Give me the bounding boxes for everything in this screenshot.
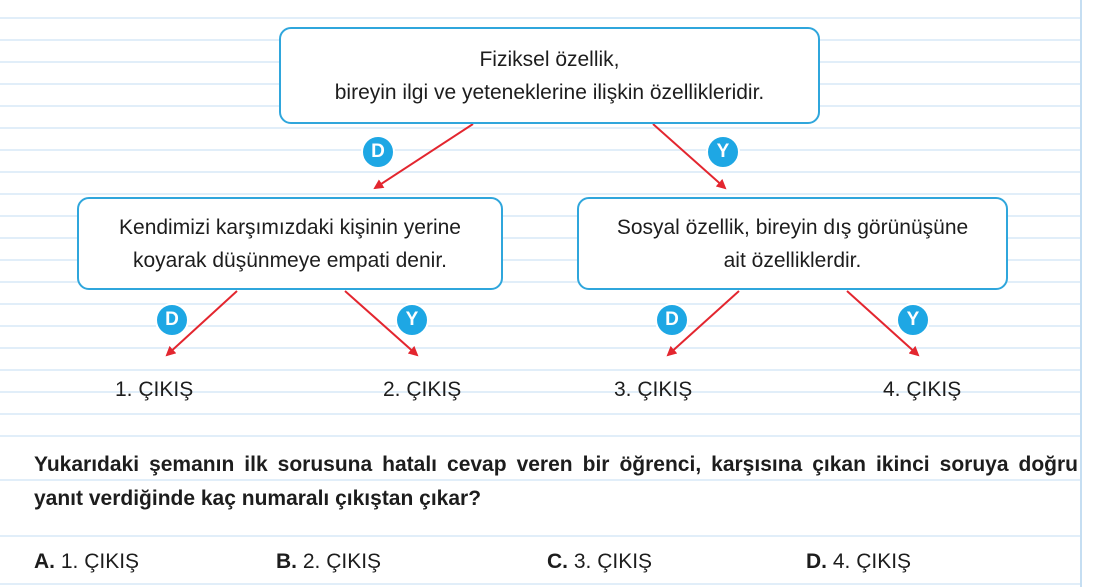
exit-2: 2. ÇIKIŞ — [383, 378, 462, 401]
option-c-text: 3. ÇIKIŞ — [573, 550, 653, 573]
option-b-letter: B. — [276, 550, 297, 573]
exit-4: 4. ÇIKIŞ — [883, 378, 962, 401]
exit-1: 1. ÇIKIŞ — [115, 378, 194, 401]
right-node — [577, 197, 1008, 290]
badge-true-right: D — [655, 303, 689, 337]
option-c-letter: C. — [547, 550, 568, 573]
option-a-letter: A. — [34, 550, 55, 573]
option-d-text: 4. ÇIKIŞ — [832, 550, 912, 573]
root-node-line2: bireyin ilgi ve yeteneklerine ilişkin özellikleridir. — [334, 80, 765, 104]
option-d-letter: D. — [806, 550, 827, 573]
root-node — [279, 27, 820, 124]
option-b-text: 2. ÇIKIŞ — [302, 550, 382, 573]
left-node-line2: koyarak düşünmeye empati denir. — [132, 248, 447, 272]
option-d[interactable] — [806, 550, 911, 574]
right-node-line1: Sosyal özellik, bireyin dış görünüşüne — [616, 215, 969, 239]
right-node-line2: ait özelliklerdir. — [723, 248, 862, 272]
root-node-line1: Fiziksel özellik, — [479, 47, 620, 71]
left-node-line1: Kendimizi karşımızdaki kişinin yerine — [119, 215, 461, 239]
option-a-text: 1. ÇIKIŞ — [60, 550, 140, 573]
option-a[interactable] — [34, 550, 139, 574]
left-node — [77, 197, 503, 290]
badge-true-left: D — [155, 303, 189, 337]
option-c[interactable] — [547, 550, 652, 574]
question-text: Yukarıdaki şemanın ilk sorusuna hatalı cevap veren bir öğrenci, karşısına çıkan ikinci soruya doğru yanıt verdiğinde kaç numaralı çıkıştan çıkar? — [34, 453, 1078, 510]
badge-true-root: D — [361, 135, 395, 169]
exit-3: 3. ÇIKIŞ — [614, 378, 693, 401]
badge-false-root: Y — [706, 135, 740, 169]
badge-false-left: Y — [395, 303, 429, 337]
badge-false-right: Y — [896, 303, 930, 337]
option-b[interactable] — [276, 550, 381, 574]
